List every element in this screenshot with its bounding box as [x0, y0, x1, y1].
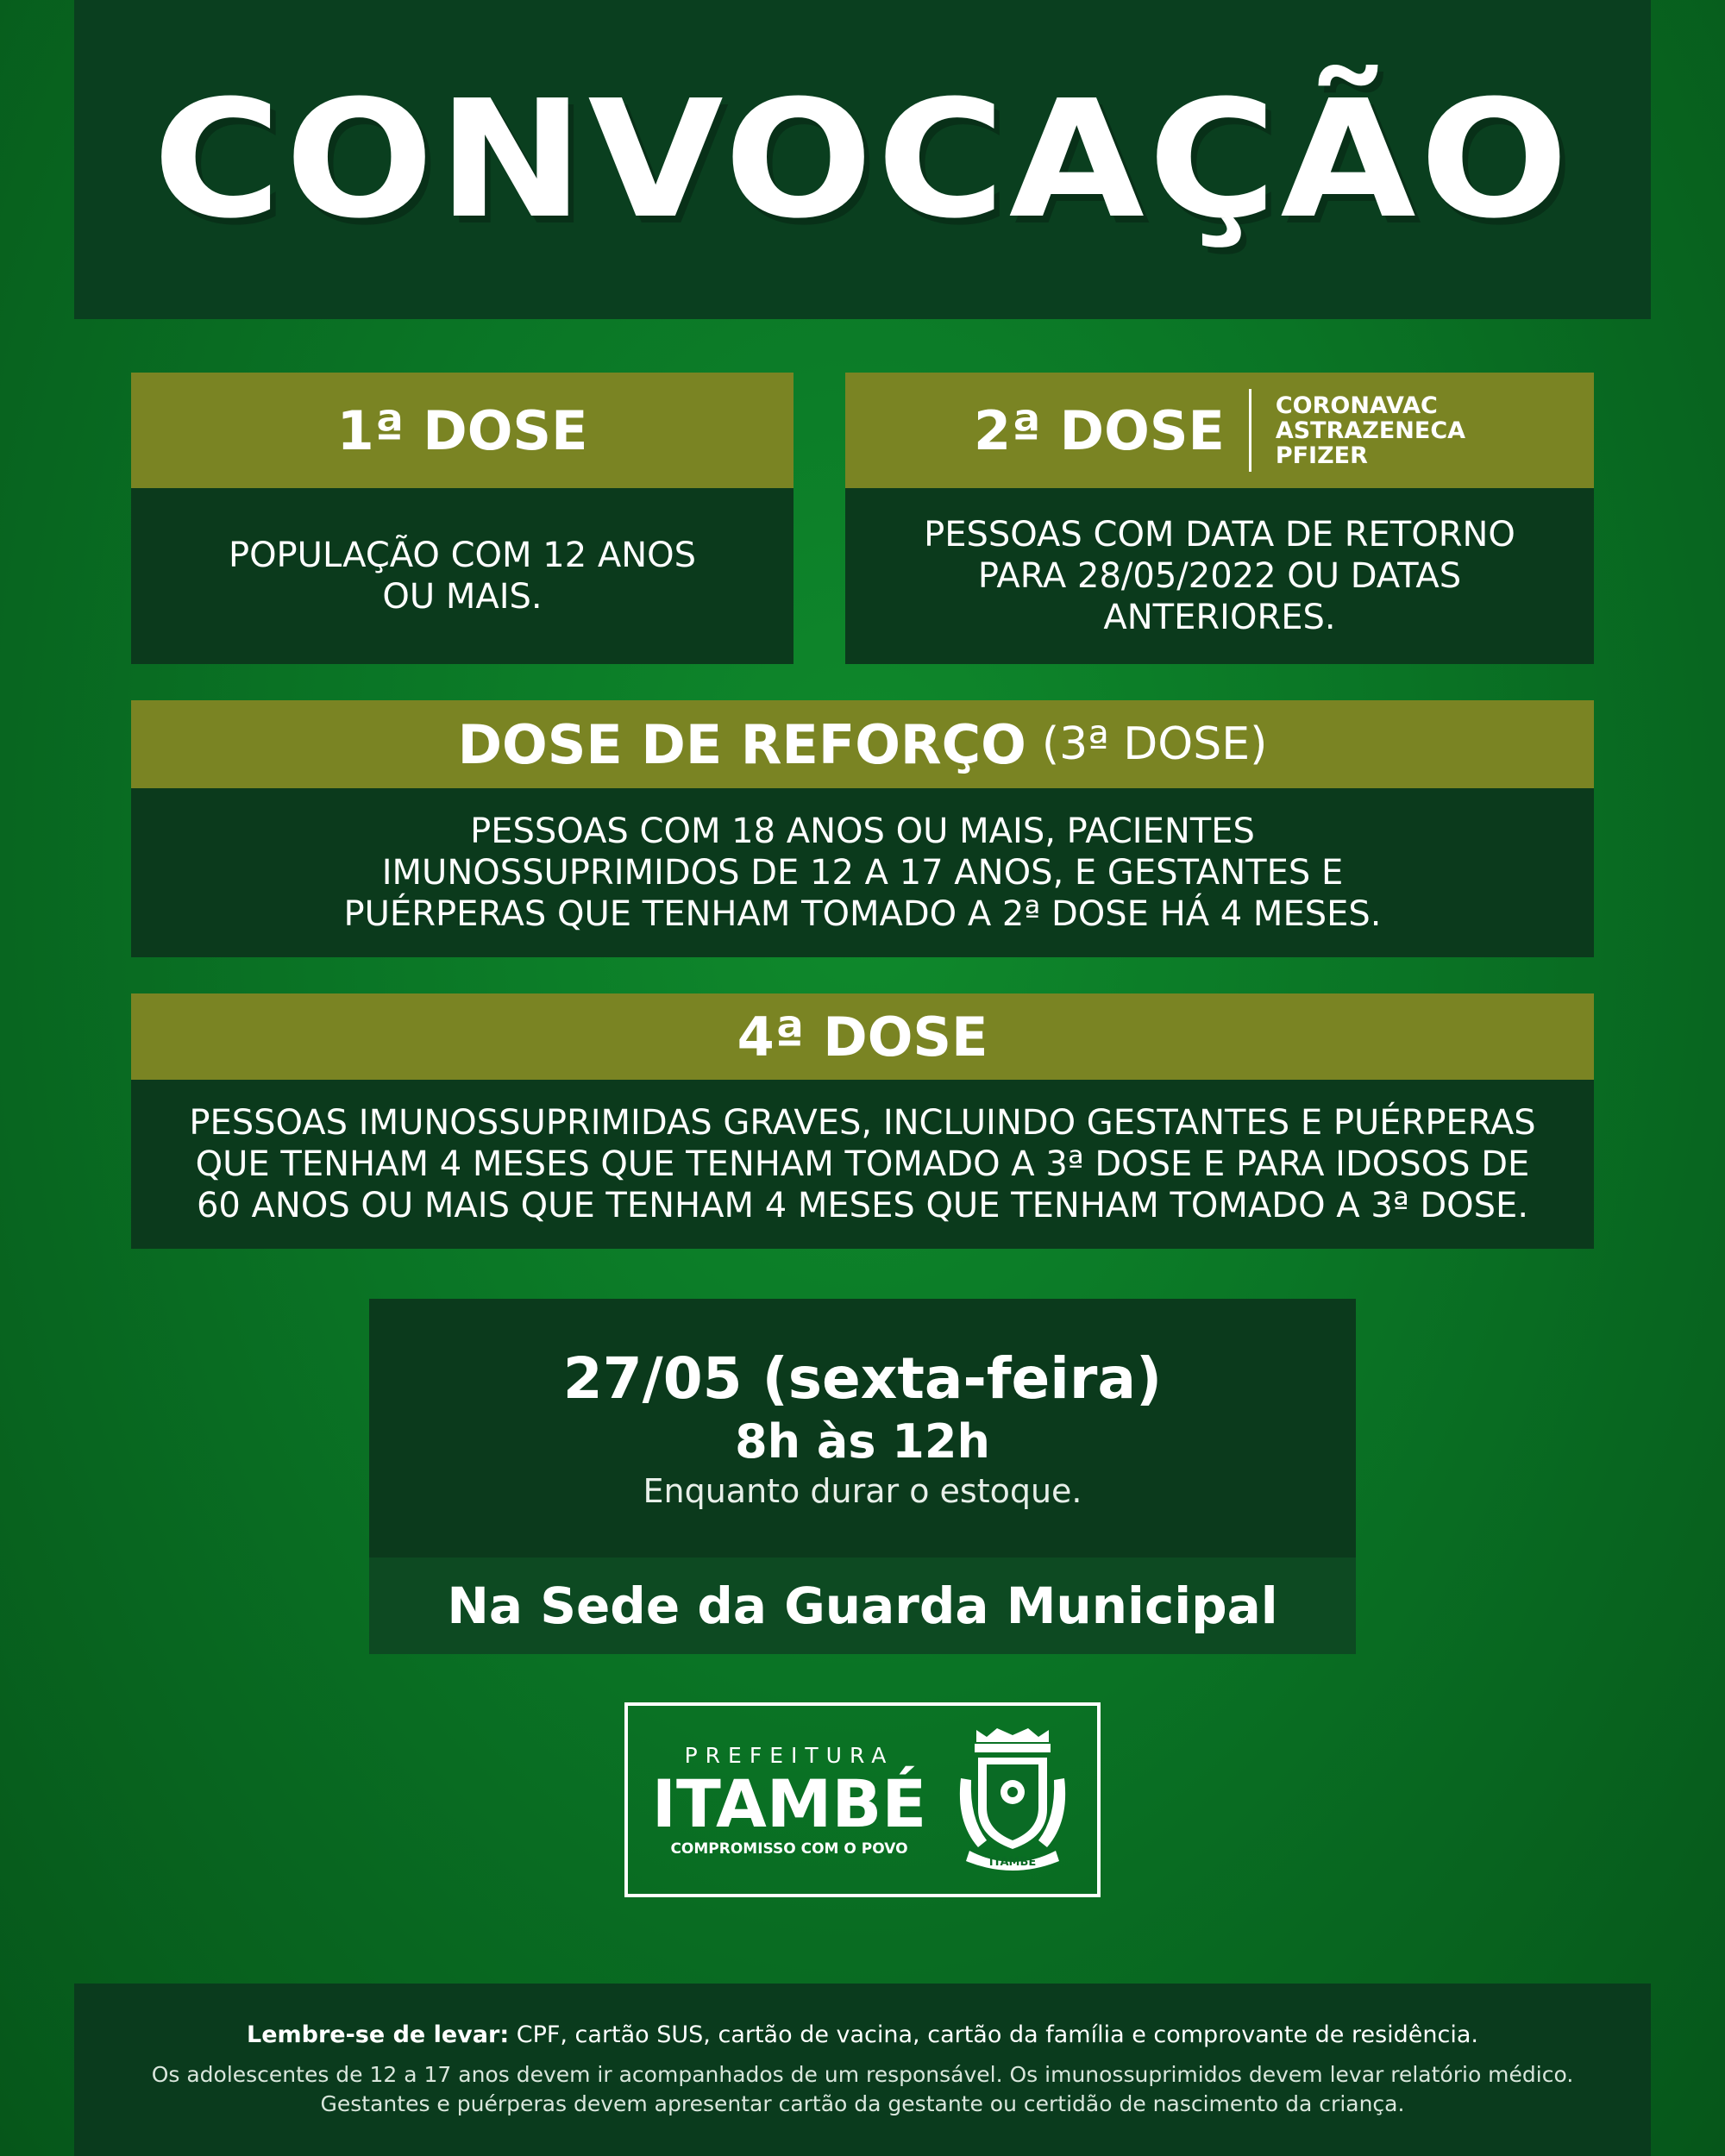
vaccine-list	[1276, 393, 1465, 468]
event-place: Na Sede da Guarda Municipal	[447, 1576, 1278, 1635]
dose4-header	[131, 993, 1594, 1080]
place-box	[369, 1557, 1356, 1654]
dose1-body	[131, 488, 794, 664]
reforco-body	[131, 788, 1594, 957]
title-bar	[74, 0, 1651, 319]
reminder-items: CPF, cartão SUS, cartão de vacina, cartão da família e comprovante de residência.	[516, 2021, 1478, 2048]
dose1-header	[131, 373, 794, 488]
logo-prefix: PREFEITURA	[684, 1742, 894, 1768]
footer	[74, 1984, 1651, 2156]
vaccine-item: PFIZER	[1275, 442, 1368, 469]
reforco-header	[131, 700, 1594, 788]
stock-note: Enquanto durar o estoque.	[643, 1472, 1082, 1510]
dose2-header	[845, 373, 1594, 488]
coat-of-arms-icon	[952, 1727, 1073, 1873]
reforco-subtitle: (3ª DOSE)	[1041, 718, 1268, 770]
dose2-title: 2ª DOSE	[973, 398, 1225, 462]
prefeitura-logo	[624, 1702, 1101, 1897]
divider	[1249, 389, 1251, 472]
logo-name: ITAMBÉ	[651, 1764, 927, 1842]
logo-tagline: COMPROMISSO COM O POVO	[670, 1839, 908, 1858]
vaccine-item: CORONAVAC	[1275, 392, 1438, 419]
footer-note: Os adolescentes de 12 a 17 anos devem ir acompanhados de um responsável. Os imunossuprimidos devem levar relatório médico. Gestantes e puérperas devem apresentar cartão da gestante ou certidão de nascimento da criança.	[151, 2061, 1574, 2116]
dose1-title: 1ª DOSE	[336, 398, 588, 462]
reforco-text: PESSOAS COM 18 ANOS OU MAIS, PACIENTES IMUNOSSUPRIMIDOS DE 12 A 17 ANOS, E GESTANTES E PUÉRPERAS QUE TENHAM TOMADO A 2ª DOSE HÁ 4 MESES.	[343, 812, 1382, 934]
svg-text:ITAMBÉ: ITAMBÉ	[989, 1856, 1037, 1869]
dose4-text: PESSOAS IMUNOSSUPRIMIDAS GRAVES, INCLUINDO GESTANTES E PUÉRPERAS QUE TENHAM 4 MESES QUE TENHAM TOMADO A 3ª DOSE E PARA IDOSOS DE 60 ANOS OU MAIS QUE TENHAM 4 MESES QUE TENHAM TOMADO A 3ª DOSE.	[189, 1103, 1536, 1225]
dose2-text: PESSOAS COM DATA DE RETORNO PARA 28/05/2022 OU DATAS ANTERIORES.	[924, 515, 1515, 637]
dose2-body	[845, 488, 1594, 664]
dose4-body	[131, 1080, 1594, 1249]
dose4-title: 4ª DOSE	[737, 1005, 988, 1069]
vaccine-item: ASTRAZENECA	[1275, 417, 1466, 444]
reminder-label: Lembre-se de levar:	[246, 2021, 510, 2048]
footer-reminder	[247, 2021, 1478, 2048]
event-date: 27/05 (sexta-feira)	[562, 1345, 1163, 1412]
schedule-box	[369, 1299, 1356, 1557]
reforco-title: DOSE DE REFORÇO	[457, 712, 1026, 776]
dose1-text: POPULAÇÃO COM 12 ANOS OU MAIS.	[228, 536, 697, 617]
page-title: CONVOCAÇÃO	[153, 65, 1572, 254]
event-time: 8h às 12h	[735, 1414, 990, 1469]
